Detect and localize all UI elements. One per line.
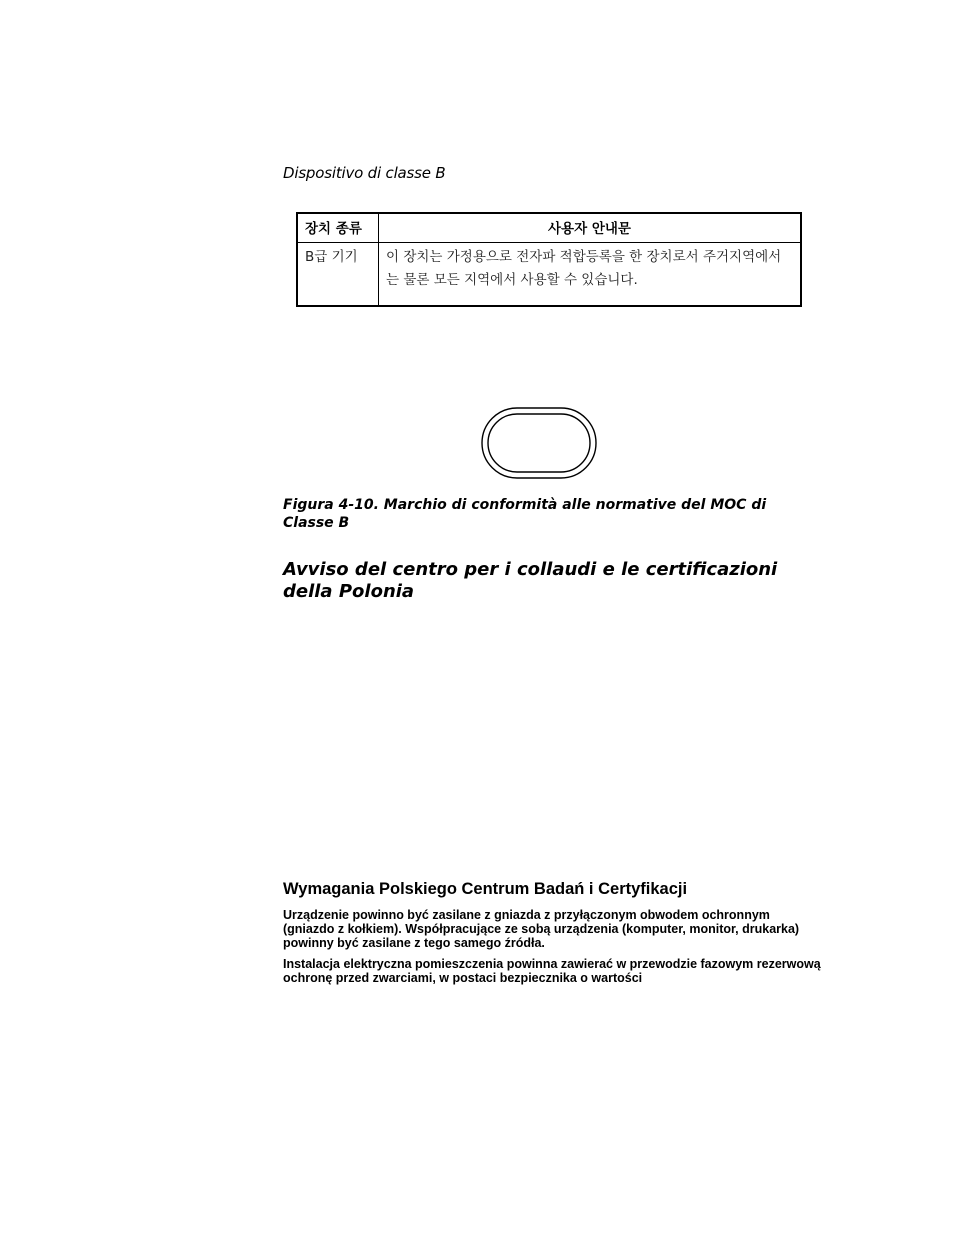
- table-header-row: [297, 213, 801, 243]
- table-cell-user-guide-text: 이 장치는 가정용으로 전자파 적합등록을 한 장치로서 주거지역에서는 물론 모든 지역에서 사용할 수 있습니다.: [379, 243, 802, 307]
- table-row: [297, 243, 801, 307]
- polish-paragraph-2: Instalacja elektryczna pomieszczenia powinna zawierać w przewodzie fazowym rezerwową ochronę przed zwarciami, w postaci bezpiecznika o wartości: [283, 957, 821, 985]
- table-header-device-type: 장치 종류: [297, 213, 379, 243]
- polish-heading: Wymagania Polskiego Centrum Badań i Certyfikacji: [283, 880, 688, 898]
- section-title: Avviso del centro per i collaudi e le certificazioni della Polonia: [283, 559, 778, 602]
- table-cell-device-class: B급 기기: [297, 243, 379, 307]
- korean-class-b-table: [296, 212, 802, 307]
- table-header-user-guide: 사용자 안내문: [379, 213, 802, 243]
- intro-label: Dispositivo di classe B: [283, 164, 446, 182]
- figure-caption: Figura 4-10. Marchio di conformità alle normative del MOC di Classe B: [283, 497, 767, 531]
- polish-paragraph-1: Urządzenie powinno być zasilane z gniazda z przyłączonym obwodem ochronnym (gniazdo z kołkiem). Współpracujące ze sobą urządzenia (komputer, monitor, drukarka) powinny być zasilane z tego samego źródła.: [283, 908, 800, 950]
- moc-class-b-mark-icon: [481, 407, 597, 479]
